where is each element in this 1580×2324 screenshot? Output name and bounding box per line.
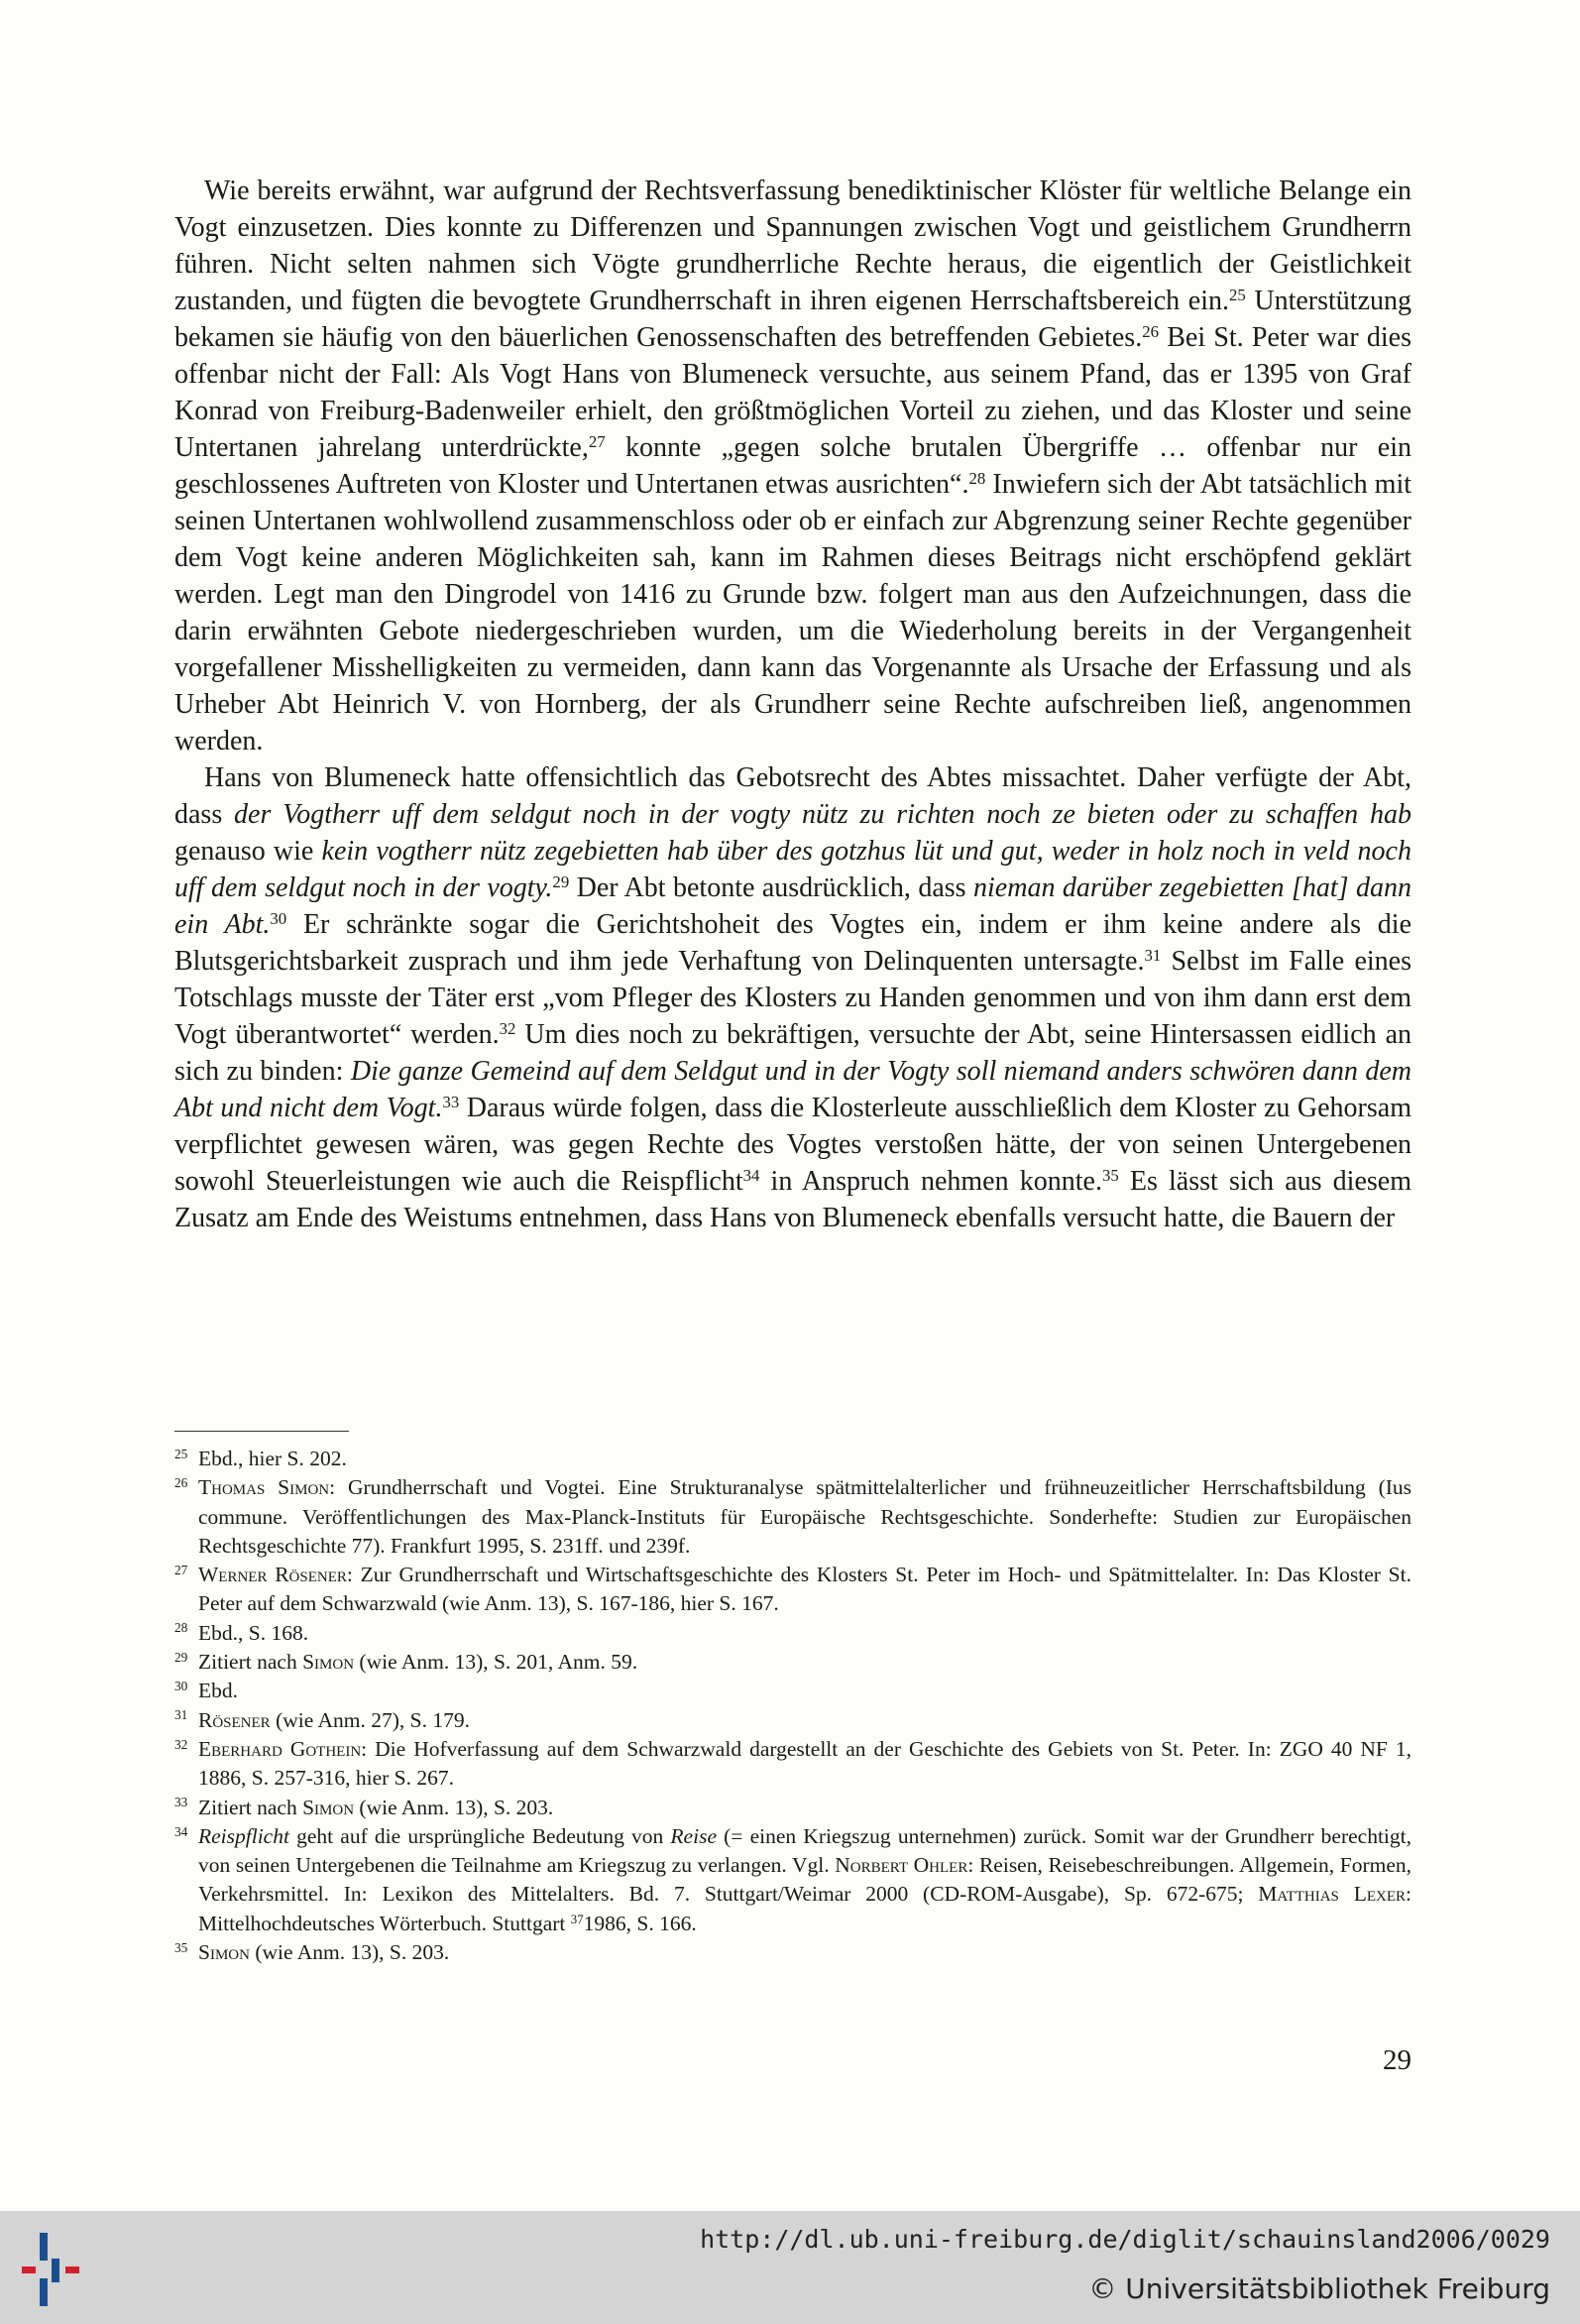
text-run: Bei St. Peter war dies offenbar nicht der Fall: Als Vogt Hans von Blumeneck versuchte, aus seinem Pfand, das er 1395 von Graf Konrad von Freiburg-Badenweiler erhielt, den größtmöglichen Vorteil zu ziehen, und das Kloster und seine Untertanen jahrelang unterdrückte, xyxy=(174,322,1411,463)
footnote-ref: 32 xyxy=(499,1018,516,1038)
footnote: 34 Reispflicht geht auf die ursprüngliche Bedeutung von Reise (= einen Kriegszug unternehmen) zurück. Somit war der Grundherr berechtigt, von seinen Untergebenen die Teilnahme am Kriegszug zu verlangen. Vgl. Norbert Ohler: Reisen, Reisebeschreibungen. Allgemein, Formen, Verkehrsmittel. In: Lexikon des Mittelalters. Bd. 7. Stuttgart/Weimar 2000 (CD-ROM-Ausgabe), Sp. 672-675; Matthias Lexer: Mittelhochdeutsches Wörterbuch. Stuttgart $^{37}$1986, S. 166. xyxy=(174,1823,1411,1935)
footnote-ref: 29 xyxy=(552,872,570,891)
page-number: 29 xyxy=(1383,2044,1411,2076)
text-run: (wie Anm. 13), S. 201, Anm. 59. xyxy=(354,1650,638,1675)
footnote: 25 Ebd., hier S. 202. xyxy=(174,1446,347,1470)
footnote: 30 Ebd. xyxy=(174,1679,239,1703)
footnotes xyxy=(174,1445,1411,1967)
author-name: Eberhard Gothein xyxy=(198,1736,362,1761)
text-run: Unterstützung bekamen sie häufig von den bäuerlichen Genossenschaften des betreffenden Gebietes. xyxy=(174,286,1411,353)
footnote: 31 Rösener (wie Anm. 27), S. 179. xyxy=(174,1707,470,1732)
footnote: 35 Simon (wie Anm. 13), S. 203. xyxy=(174,1939,450,1965)
text-run: Wie bereits erwähnt, war aufgrund der Rechtsverfassung benediktinischer Klöster für weltliche Belange ein Vogt einzusetzen. Dies konnte zu Differenzen und Spannungen zwischen Vogt und geistlichem Grundherrn führen. Nicht selten nahmen sich Vögte grundherrliche Rechte heraus, die eigentlich der Geistlichkeit zustanden, und fügten die bevogtete Grundherrschaft in ihren eigenen Herrschaftsbereich ein. xyxy=(174,175,1411,316)
text-run: genauso wie xyxy=(174,836,322,867)
author-name: Werner Rösener xyxy=(198,1563,347,1587)
text-run: Ebd., S. 168. xyxy=(198,1620,309,1645)
footnote-ref: 26 xyxy=(1142,321,1159,341)
footnote: 32 Eberhard Gothein: Die Hofverfassung auf dem Schwarzwald dargestellt an der Geschichte des Gebiets von St. Peter. In: ZGO 40 NF 1, 1886, S. 257-316, hier S. 267. xyxy=(174,1736,1411,1791)
text-run: Zitiert nach xyxy=(198,1650,303,1675)
text-run: : Mittelhochdeutsches Wörterbuch. Stuttgart xyxy=(198,1882,1411,1935)
text-run: Um dies noch zu bekräftigen, versuchte der Abt, seine Hintersassen eidlich an sich zu binden: xyxy=(174,1019,1411,1087)
text-run: Der Abt betonte ausdrücklich, dass xyxy=(569,872,974,903)
body-text xyxy=(174,173,1411,1236)
italic-text: Die ganze Gemeind auf dem Seldgut und in der Vogty soll niemand anders schwören dann dem Abt und nicht dem Vogt. xyxy=(174,1056,1411,1123)
text-run: : Die Hofverfassung auf dem Schwarzwald dargestellt an der Geschichte des Gebiets von St. Peter. In: ZGO 40 NF 1, 1886, S. 257-316, hier S. 267. xyxy=(198,1736,1411,1791)
paragraph-2 xyxy=(174,759,1411,1236)
author-name: Rösener xyxy=(198,1707,271,1732)
footnote: 27 Werner Rösener: Zur Grundherrschaft und Wirtschaftsgeschichte des Klosters St. Peter im Hoch- und Spätmittelalter. In: Das Kloster St. Peter auf dem Schwarzwald (wie Anm. 13), S. 167-186, hier S. 167. xyxy=(174,1562,1411,1616)
text-run: (= einen Kriegszug unternehmen) zurück. Somit war der Grundherr berechtigt, von seinen Untergebenen die Teilnahme am Kriegszug zu verlangen. Vgl. xyxy=(198,1823,1411,1878)
italic-text: der Vogtherr uff dem seldgut noch in der vogty nütz zu richten noch ze bieten oder zu schaffen hab xyxy=(234,799,1411,830)
text-run: Es lässt sich aus diesem Zusatz am Ende des Weistums entnehmen, dass Hans von Blumeneck ebenfalls versucht hatte, die Bauern der xyxy=(174,1166,1411,1233)
text-run: (wie Anm. 13), S. 203. xyxy=(354,1795,554,1819)
footnote: 29 Zitiert nach Simon (wie Anm. 13), S. 201, Anm. 59. xyxy=(174,1649,638,1675)
text-run: Inwiefern sich der Abt tatsächlich mit seinen Untertanen wohlwollend zusammenschloss oder ob er einfach zur Abgrenzung seiner Rechte gegenüber dem Vogt keine anderen Möglichkeiten sah, kann im Rahmen dieses Beitrags nicht erschöpfend geklärt werden. Legt man den Dingrodel von 1416 zu Grunde bzw. folgert man aus den Aufzeichnungen, dass die darin erwähnten Gebote niedergeschrieben wurden, um die Wiederholung bereits in der Vergangenheit vorgefallener Misshelligkeiten zu vermeiden, dann kann das Vorgenannte als Ursache der Erfassung und als Urheber Abt Heinrich V. von Hornberg, der als Grundherr seine Rechte aufschreiben ließ, angenommen werden. xyxy=(174,469,1412,756)
italic-text: kein vogtherr nütz zegebietten hab über des gotzhus lüt und gut, weder in holz noch in veld noch uff dem seldgut noch in der vogty. xyxy=(174,836,1411,903)
italic-text: Reispflicht xyxy=(198,1823,289,1848)
footnote-ref: 35 xyxy=(1101,1165,1119,1185)
text-run: geht auf die ursprüngliche Bedeutung von xyxy=(288,1823,671,1848)
footnote-ref: 30 xyxy=(270,908,287,928)
text-run: 1986, S. 166. xyxy=(583,1911,697,1935)
text-run: (wie Anm. 27), S. 179. xyxy=(270,1707,470,1732)
author-name: Matthias Lexer xyxy=(1258,1882,1407,1907)
text-run: : Reisen, Reisebeschreibungen. Allgemein, Formen, Verkehrsmittel. In: Lexikon des Mittelalters. Bd. 7. Stuttgart/Weimar 2000 (CD-ROM-Ausgabe), Sp. 672-675; xyxy=(198,1853,1411,1907)
italic-text: nieman darüber zegebietten [hat] dann ein Abt. xyxy=(174,872,1411,940)
italic-text: Reise xyxy=(670,1823,717,1848)
paragraph-1 xyxy=(174,173,1411,759)
footnote-ref: 33 xyxy=(442,1092,460,1111)
text-run: Selbst im Falle eines Totschlags musste der Täter erst „vom Pfleger des Klosters zu Handen genommen und von ihm dann erst dem Vogt überantwortet“ werden. xyxy=(174,946,1412,1050)
footnote-divider xyxy=(174,1431,349,1432)
text-run: Daraus würde folgen, dass die Klosterleute ausschließlich dem Kloster zu Gehorsam verpflichtet gewesen wären, was gegen Rechte des Vogtes verstoßen hätte, der von seinen Untergebenen sowohl Steuerleistungen wie auch die Reispflicht xyxy=(174,1093,1411,1197)
text-run: : Grundherrschaft und Vogtei. Eine Strukturanalyse spätmittelalterlicher und frühneuzeitlicher Herrschaftsbildung (Ius commune. Veröffentlichungen des Max-Planck-Instituts für Europäische Rechtsgeschichte. Sonderhefte: Studien zur Europäischen Rechtsgeschichte 77). Frankfurt 1995, S. 231ff. und 239f. xyxy=(198,1475,1412,1558)
footer-url-link[interactable]: http://dl.ub.uni-freiburg.de/diglit/schauinsland2006/0029 xyxy=(700,2225,1550,2254)
author-name: Simon xyxy=(302,1650,355,1675)
footnote-ref: 37 xyxy=(570,1912,584,1926)
author-name: Simon xyxy=(198,1940,250,1965)
footnote: 26 Thomas Simon: Grundherrschaft und Vogtei. Eine Strukturanalyse spätmittelalterlicher und frühneuzeitlicher Herrschaftsbildung (Ius commune. Veröffentlichungen des Max-Planck-Instituts für Europäische Rechtsgeschichte. Sonderhefte: Studien zur Europäischen Rechtsgeschichte 77). Frankfurt 1995, S. 231ff. und 239f. xyxy=(174,1474,1412,1558)
text-run: Ebd. xyxy=(198,1679,239,1703)
author-name: Norbert Ohler xyxy=(835,1853,968,1878)
author-name: Thomas Simon xyxy=(198,1475,330,1500)
text-run: Er schränkte sogar die Gerichtshoheit des Vogtes ein, indem er ihm keine andere als die Blutsgerichtsbarkeit zusprach und ihm jede Verhaftung von Delinquenten untersagte. xyxy=(174,909,1411,977)
text-run: : Zur Grundherrschaft und Wirtschaftsgeschichte des Klosters St. Peter im Hoch- und Spätmittelalter. In: Das Kloster St. Peter auf dem Schwarzwald (wie Anm. 13), S. 167-186, hier S. 167. xyxy=(198,1563,1411,1616)
footnote-ref: 28 xyxy=(968,468,986,488)
footnote: 28 Ebd., S. 168. xyxy=(174,1620,309,1645)
author-name: Simon xyxy=(302,1795,355,1819)
ub-freiburg-logo-icon xyxy=(12,2227,101,2312)
text-run: (wie Anm. 13), S. 203. xyxy=(249,1940,450,1965)
footnote-ref: 25 xyxy=(1228,285,1246,304)
footnote-ref: 34 xyxy=(742,1165,760,1185)
text-run: Hans von Blumeneck hatte offensichtlich das Gebotsrecht des Abtes missachtet. Daher verfügte der Abt, dass xyxy=(174,762,1411,830)
footnote-ref: 31 xyxy=(1144,945,1162,965)
text-run: konnte „gegen solche brutalen Übergriffe … offenbar nur ein geschlossenes Auftreten von Kloster und Untertanen etwas ausrichten“. xyxy=(174,432,1411,500)
text-run: Ebd., hier S. 202. xyxy=(198,1447,347,1470)
footnote-ref: 27 xyxy=(588,431,606,451)
text-run: Zitiert nach xyxy=(198,1795,303,1819)
footer-copyright: © Universitätsbibliothek Freiburg xyxy=(1088,2272,1550,2305)
footnote: 33 Zitiert nach Simon (wie Anm. 13), S. 203. xyxy=(174,1795,554,1819)
text-run: in Anspruch nehmen konnte. xyxy=(759,1166,1102,1197)
